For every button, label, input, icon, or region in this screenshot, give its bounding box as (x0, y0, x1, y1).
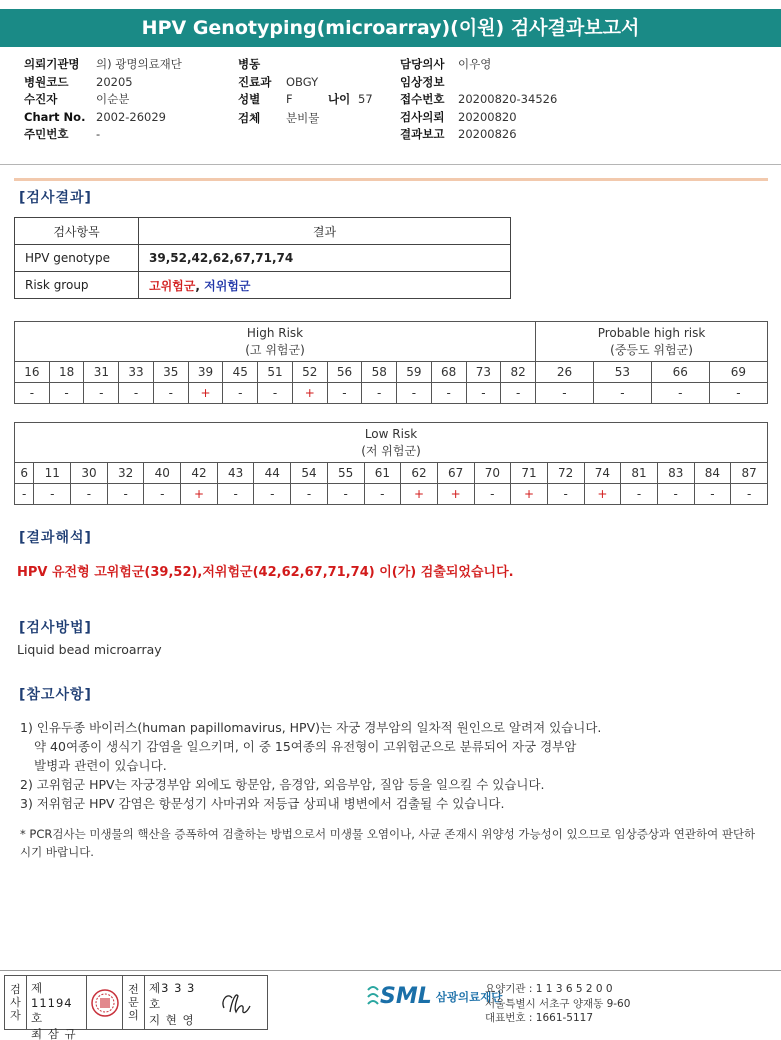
result-table (14, 217, 511, 299)
genotype-number: 62 (401, 463, 438, 484)
genotype-number: 87 (731, 463, 768, 484)
genotype-negative-mark: - (15, 383, 50, 404)
institution-phone: 대표번호 : 1661-5117 (485, 1012, 594, 1024)
genotype-positive-mark: + (292, 383, 327, 404)
logo-text: SML (380, 984, 432, 1009)
genotype-positive-mark: + (401, 484, 438, 505)
genotype-negative-mark: - (254, 484, 291, 505)
header-value: 57 (358, 92, 373, 106)
genotype-negative-mark: - (223, 383, 258, 404)
genotype-value: 39,52,42,62,67,71,74 (139, 245, 511, 272)
tech-label-char: 검 (10, 983, 21, 996)
genotype-number: 71 (511, 463, 548, 484)
doc-label-char: 전 (128, 983, 139, 996)
genotype-number: 40 (144, 463, 181, 484)
doc-name: 지 현 영 (149, 1013, 195, 1027)
genotype-negative-mark: - (327, 484, 364, 505)
header-label: 병원코드 (24, 74, 69, 89)
seal-icon (87, 976, 123, 1029)
genotype-negative-mark: - (15, 484, 34, 505)
result-col-result: 결과 (139, 218, 511, 245)
genotype-number: 26 (536, 362, 594, 383)
tech-info (27, 976, 87, 1040)
genotype-positive-mark: + (584, 484, 621, 505)
genotype-negative-mark: - (153, 383, 188, 404)
header-value: 이우영 (458, 57, 492, 71)
genotype-number: 30 (71, 463, 108, 484)
genotype-number: 70 (474, 463, 511, 484)
genotype-number: 51 (258, 362, 293, 383)
note-line: 발병과 관련이 있습니다. (34, 758, 167, 773)
header-value: 2002-26029 (96, 109, 166, 124)
header-label: 접수번호 (400, 92, 445, 106)
header-label: 나이 (328, 92, 351, 106)
genotype-negative-mark: - (291, 484, 328, 505)
doc-info (145, 976, 205, 1029)
genotype-negative-mark: - (593, 383, 651, 404)
header-label: 담당의사 (400, 57, 445, 71)
genotype-number: 82 (501, 362, 536, 383)
header-value: OBGY (286, 74, 319, 89)
genotype-number: 73 (466, 362, 501, 383)
header-col-3 (400, 56, 557, 144)
header-label: 임상정보 (400, 74, 445, 89)
header-value: F (286, 92, 293, 106)
doc-label-char: 문 (128, 996, 139, 1009)
section-result-heading: [검사결과] (19, 190, 92, 206)
signature-box (4, 975, 268, 1040)
header-label: 결과보고 (400, 127, 445, 141)
header-value: 의) 광명의료재단 (96, 57, 182, 71)
genotype-number: 74 (584, 463, 621, 484)
low-risk-title: Low Risk (364, 426, 418, 441)
genotype-number: 35 (153, 362, 188, 383)
divider (14, 178, 768, 181)
genotype-negative-mark: - (144, 484, 181, 505)
header-label: 의뢰기관명 (24, 57, 80, 71)
risk-high-text: 고위험군 (149, 278, 196, 293)
genotype-number: 42 (181, 463, 218, 484)
genotype-label: HPV genotype (15, 245, 139, 272)
interpretation-text: HPV 유전형 고위험군(39,52),저위험군(42,62,67,71,74) 이(가) 검출되었습니다. (17, 565, 514, 580)
genotype-number: 6 (15, 463, 34, 484)
high-risk-subtitle: (고 위험군) (245, 342, 305, 357)
high-risk-title: High Risk (246, 325, 304, 340)
genotype-negative-mark: - (34, 484, 71, 505)
genotype-number: 61 (364, 463, 401, 484)
genotype-negative-mark: - (501, 383, 536, 404)
genotype-number: 72 (547, 463, 584, 484)
genotype-number: 45 (223, 362, 258, 383)
header-value: 분비물 (286, 110, 320, 125)
genotype-negative-mark: - (431, 383, 466, 404)
genotype-negative-mark: - (362, 383, 397, 404)
genotype-number: 84 (694, 463, 731, 484)
genotype-negative-mark: - (547, 484, 584, 505)
footnote: * PCR검사는 미생물의 핵산을 증폭하여 검출하는 방법으로서 미생물 오염이나, 사균 존재시 위양성 가능성이 있으므로 임상증상과 연관하여 판단하시기 바랍니다. (20, 827, 756, 859)
header-label: 검체 (238, 110, 261, 125)
genotype-negative-mark: - (466, 383, 501, 404)
genotype-negative-mark: - (474, 484, 511, 505)
genotype-number: 81 (621, 463, 658, 484)
header-value: - (96, 127, 101, 141)
genotype-number: 54 (291, 463, 328, 484)
probable-high-risk-title: Probable high risk (597, 325, 706, 340)
doc-label (123, 976, 145, 1029)
high-risk-header (15, 322, 536, 362)
header-value: 이순분 (96, 92, 130, 106)
header-label: 진료과 (238, 74, 272, 89)
genotype-negative-mark: - (709, 383, 767, 404)
genotype-negative-mark: - (71, 484, 108, 505)
genotype-number: 56 (327, 362, 362, 383)
signature-icon (205, 976, 267, 1029)
tech-label-char: 자 (10, 1009, 21, 1022)
header-label: 성별 (238, 92, 261, 106)
genotype-negative-mark: - (397, 383, 432, 404)
institution-address: 서울특별시 서초구 양재동 9-60 (485, 997, 631, 1010)
genotype-number: 16 (15, 362, 50, 383)
high-risk-table (14, 321, 768, 404)
header-label: Chart No. (24, 109, 86, 124)
tech-license-no: 제11194호 (31, 981, 73, 1025)
genotype-number: 44 (254, 463, 291, 484)
low-risk-subtitle: (저 위험군) (361, 443, 421, 458)
genotype-number: 39 (188, 362, 223, 383)
doc-label-char: 의 (128, 1009, 139, 1022)
header-label: 주민번호 (24, 127, 69, 141)
institution-code: 요양기관 : 1 1 3 6 5 2 0 0 (485, 983, 613, 995)
genotype-number: 32 (107, 463, 144, 484)
divider (0, 164, 781, 165)
note-line: 1) 인유두종 바이러스(human papillomavirus, HPV)는 자궁 경부암의 일차적 원인으로 알려져 있습니다. (20, 720, 602, 735)
genotype-number: 43 (217, 463, 254, 484)
genotype-number: 31 (84, 362, 119, 383)
genotype-negative-mark: - (49, 383, 84, 404)
logo-korean: 삼광의료재단 (435, 989, 503, 1004)
risk-low-text: 저위험군 (204, 278, 251, 293)
logo-mark-icon (366, 986, 380, 1008)
genotype-number: 83 (657, 463, 694, 484)
genotype-negative-mark: - (217, 484, 254, 505)
section-notes-heading: [참고사항] (19, 687, 92, 703)
header-col-1 (24, 56, 182, 144)
genotype-negative-mark: - (258, 383, 293, 404)
genotype-number: 59 (397, 362, 432, 383)
genotype-positive-mark: + (437, 484, 474, 505)
genotype-number: 55 (327, 463, 364, 484)
genotype-negative-mark: - (731, 484, 768, 505)
probable-high-risk-subtitle: (중등도 위험군) (610, 342, 693, 357)
header-label: 수진자 (24, 92, 58, 106)
tech-name: 최 삼 규 (31, 1027, 77, 1040)
risk-value (139, 272, 511, 299)
genotype-number: 68 (431, 362, 466, 383)
report-title: HPV Genotyping(microarray)(이원) 검사결과보고서 (0, 9, 781, 47)
note-line: 2) 고위험군 HPV는 자궁경부암 외에도 항문암, 음경암, 외음부암, 질암 등을 일으킬 수 있습니다. (20, 777, 545, 792)
header-value: 20200826 (458, 127, 517, 141)
note-line: 약 40여종이 생식기 감염을 일으키며, 이 중 15여종의 유전형이 고위험군으로 분류되어 자궁 경부암 (34, 739, 577, 754)
genotype-negative-mark: - (84, 383, 119, 404)
genotype-number: 11 (34, 463, 71, 484)
notes-list (20, 718, 601, 813)
header-value: 20200820 (458, 109, 517, 124)
genotype-negative-mark: - (694, 484, 731, 505)
tech-label-char: 사 (10, 996, 21, 1009)
genotype-negative-mark: - (119, 383, 154, 404)
genotype-number: 58 (362, 362, 397, 383)
header-col-2 (238, 56, 373, 127)
probable-high-risk-header (536, 322, 768, 362)
genotype-negative-mark: - (657, 484, 694, 505)
institution-info (485, 982, 630, 1026)
genotype-number: 53 (593, 362, 651, 383)
doc-license-no: 제3 3 3 호 (149, 981, 196, 1011)
footer-divider (0, 970, 781, 971)
result-col-item: 검사항목 (15, 218, 139, 245)
method-text: Liquid bead microarray (17, 642, 162, 657)
tech-label (5, 976, 27, 1029)
section-interpretation-heading: [결과해석] (19, 530, 92, 546)
header-value: 20205 (96, 74, 133, 89)
genotype-number: 18 (49, 362, 84, 383)
risk-label: Risk group (15, 272, 139, 299)
genotype-negative-mark: - (327, 383, 362, 404)
header-label: 검사의뢰 (400, 109, 445, 124)
section-method-heading: [검사방법] (19, 620, 92, 636)
genotype-number: 52 (292, 362, 327, 383)
genotype-positive-mark: + (181, 484, 218, 505)
sml-logo (366, 984, 502, 1009)
genotype-number: 66 (651, 362, 709, 383)
genotype-negative-mark: - (651, 383, 709, 404)
genotype-positive-mark: + (188, 383, 223, 404)
header-value: 20200820-34526 (458, 92, 558, 106)
genotype-negative-mark: - (107, 484, 144, 505)
genotype-number: 69 (709, 362, 767, 383)
genotype-number: 33 (119, 362, 154, 383)
genotype-number: 67 (437, 463, 474, 484)
header-label: 병동 (238, 57, 261, 71)
genotype-negative-mark: - (364, 484, 401, 505)
genotype-negative-mark: - (621, 484, 658, 505)
low-risk-header (15, 423, 768, 463)
note-line: 3) 저위험군 HPV 감염은 항문성기 사마귀와 저등급 상피내 병변에서 검출될 수 있습니다. (20, 796, 505, 811)
risk-separator: , (195, 278, 205, 293)
genotype-positive-mark: + (511, 484, 548, 505)
genotype-negative-mark: - (536, 383, 594, 404)
low-risk-table (14, 422, 768, 505)
